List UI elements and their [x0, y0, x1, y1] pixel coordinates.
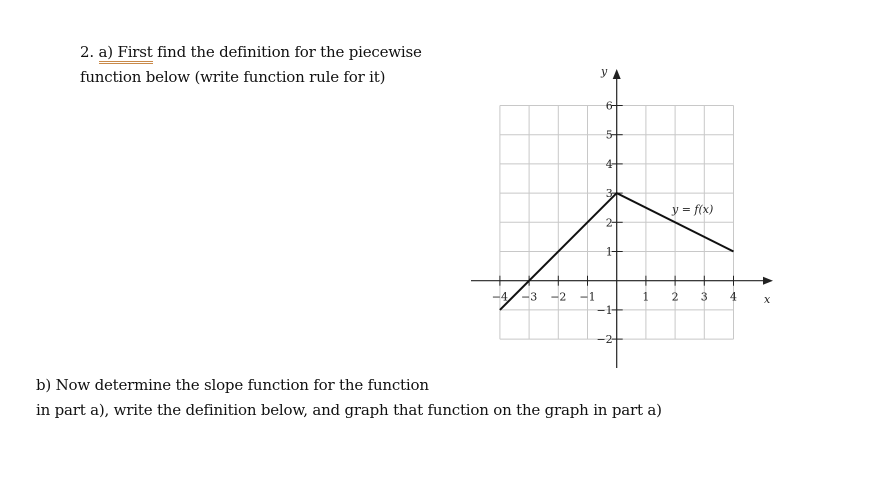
y-tick-label: −2: [596, 333, 613, 347]
question-part-a-line2: function below (write function rule for it): [80, 68, 386, 86]
y-tick-label: 2: [605, 216, 613, 230]
x-axis-label: x: [764, 293, 771, 306]
y-axis-arrow-icon: [613, 69, 621, 79]
y-axis-label: y: [601, 65, 608, 78]
y-tick-label: 6: [605, 99, 613, 113]
question-part-b-line2: in part a), write the definition below, and graph that function on the graph in part a): [36, 401, 662, 419]
part-a-label: a) First: [99, 43, 153, 64]
y-tick-label: 3: [605, 187, 613, 201]
x-tick-label: 4: [730, 290, 737, 304]
question-part-b-line1: b) Now determine the slope function for the function: [36, 376, 429, 394]
x-tick-label: −2: [550, 290, 567, 304]
x-tick-label: −4: [491, 290, 509, 304]
y-tick-label: 1: [605, 245, 613, 259]
x-tick-label: 1: [642, 290, 650, 304]
function-annotation: y = f(x): [672, 203, 714, 216]
x-tick-label: −1: [579, 290, 596, 304]
y-tick-label: 4: [605, 157, 613, 171]
question-number: 2.: [80, 43, 94, 61]
part-a-text: find the definition for the piecewise: [152, 43, 422, 61]
x-axis-arrow-icon: [763, 277, 773, 285]
x-tick-label: −3: [520, 290, 538, 304]
y-tick-label: −1: [596, 303, 613, 317]
x-tick-label: 3: [700, 290, 708, 304]
y-tick-label: 5: [605, 128, 613, 142]
x-tick-label: 2: [671, 290, 679, 304]
